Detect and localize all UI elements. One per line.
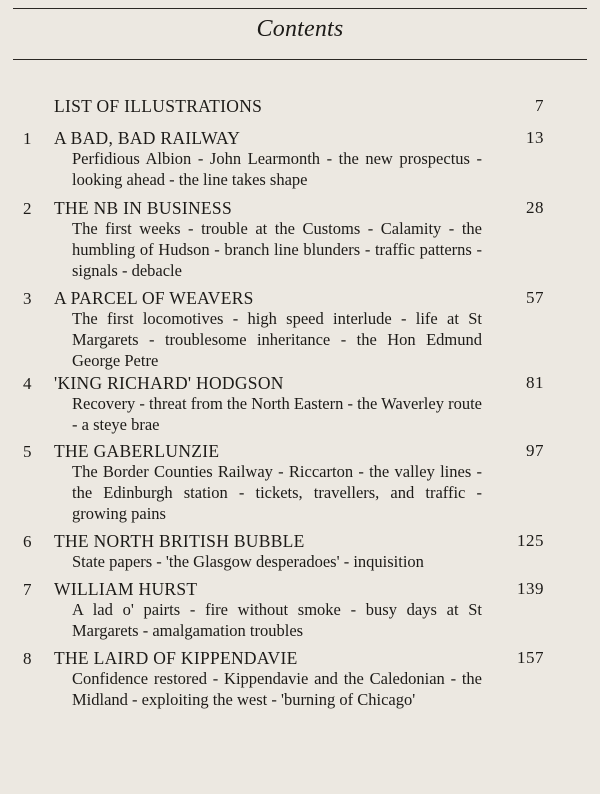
chapter-title: THE LAIRD OF KIPPENDAVIE: [54, 648, 298, 668]
chapter-number: 8: [23, 649, 32, 668]
chapter-page-number: 97: [526, 441, 544, 460]
chapter-number: 7: [23, 580, 32, 599]
chapter-title: THE NORTH BRITISH BUBBLE: [54, 531, 305, 551]
chapter-title: 'KING RICHARD' HODGSON: [54, 373, 284, 393]
chapter-description: The first locomotives - high speed interlude - life at St Margarets - troublesome inheritance - the Hon Edmund George Petre: [72, 309, 482, 370]
chapter-description: Perfidious Albion - John Learmonth - the new prospectus - looking ahead - the line takes shape: [72, 149, 482, 189]
page-title: Contents: [256, 16, 344, 42]
chapter-title: THE NB IN BUSINESS: [54, 198, 232, 218]
chapter-page-number: 157: [517, 648, 544, 667]
chapter-page-number: 13: [526, 128, 544, 147]
chapter-title: A PARCEL OF WEAVERS: [54, 288, 254, 308]
chapter-title: THE GABERLUNZIE: [54, 441, 220, 461]
entry-title: LIST OF ILLUSTRATIONS: [54, 96, 263, 116]
chapter-page-number: 28: [526, 198, 544, 217]
title-rule: [13, 59, 587, 60]
chapter-number: 3: [23, 289, 32, 308]
chapter-page-number: 125: [517, 531, 544, 550]
chapter-page-number: 81: [526, 373, 544, 392]
chapter-description: Confidence restored - Kippendavie and the Caledonian - the Midland - exploiting the west - 'burning of Chicago': [72, 669, 482, 709]
chapter-number: 1: [23, 129, 32, 148]
chapter-description: A lad o' pairts - fire without smoke - busy days at St Margarets - amalgamation troubles: [72, 600, 482, 640]
chapter-page-number: 139: [517, 579, 544, 598]
chapter-number: 6: [23, 532, 32, 551]
chapter-description: State papers - 'the Glasgow desperadoes' - inquisition: [72, 552, 424, 571]
chapter-title: WILLIAM HURST: [54, 579, 198, 599]
chapter-page-number: 57: [526, 288, 544, 307]
chapter-description: The first weeks - trouble at the Customs - Calamity - the humbling of Hudson - branch line blunders - traffic patterns - signals - debacle: [72, 219, 482, 280]
chapter-description: Recovery - threat from the North Eastern - the Waverley route - a steye brae: [72, 394, 482, 434]
chapter-number: 5: [23, 442, 32, 461]
chapter-number: 4: [23, 374, 32, 393]
entry-page-number: 7: [535, 96, 544, 115]
chapter-title: A BAD, BAD RAILWAY: [54, 128, 241, 148]
chapter-number: 2: [23, 199, 32, 218]
chapter-description: The Border Counties Railway - Riccarton - the valley lines - the Edinburgh station - tickets, travellers, and traffic - growing pains: [72, 462, 482, 523]
top-rule: [13, 8, 587, 9]
